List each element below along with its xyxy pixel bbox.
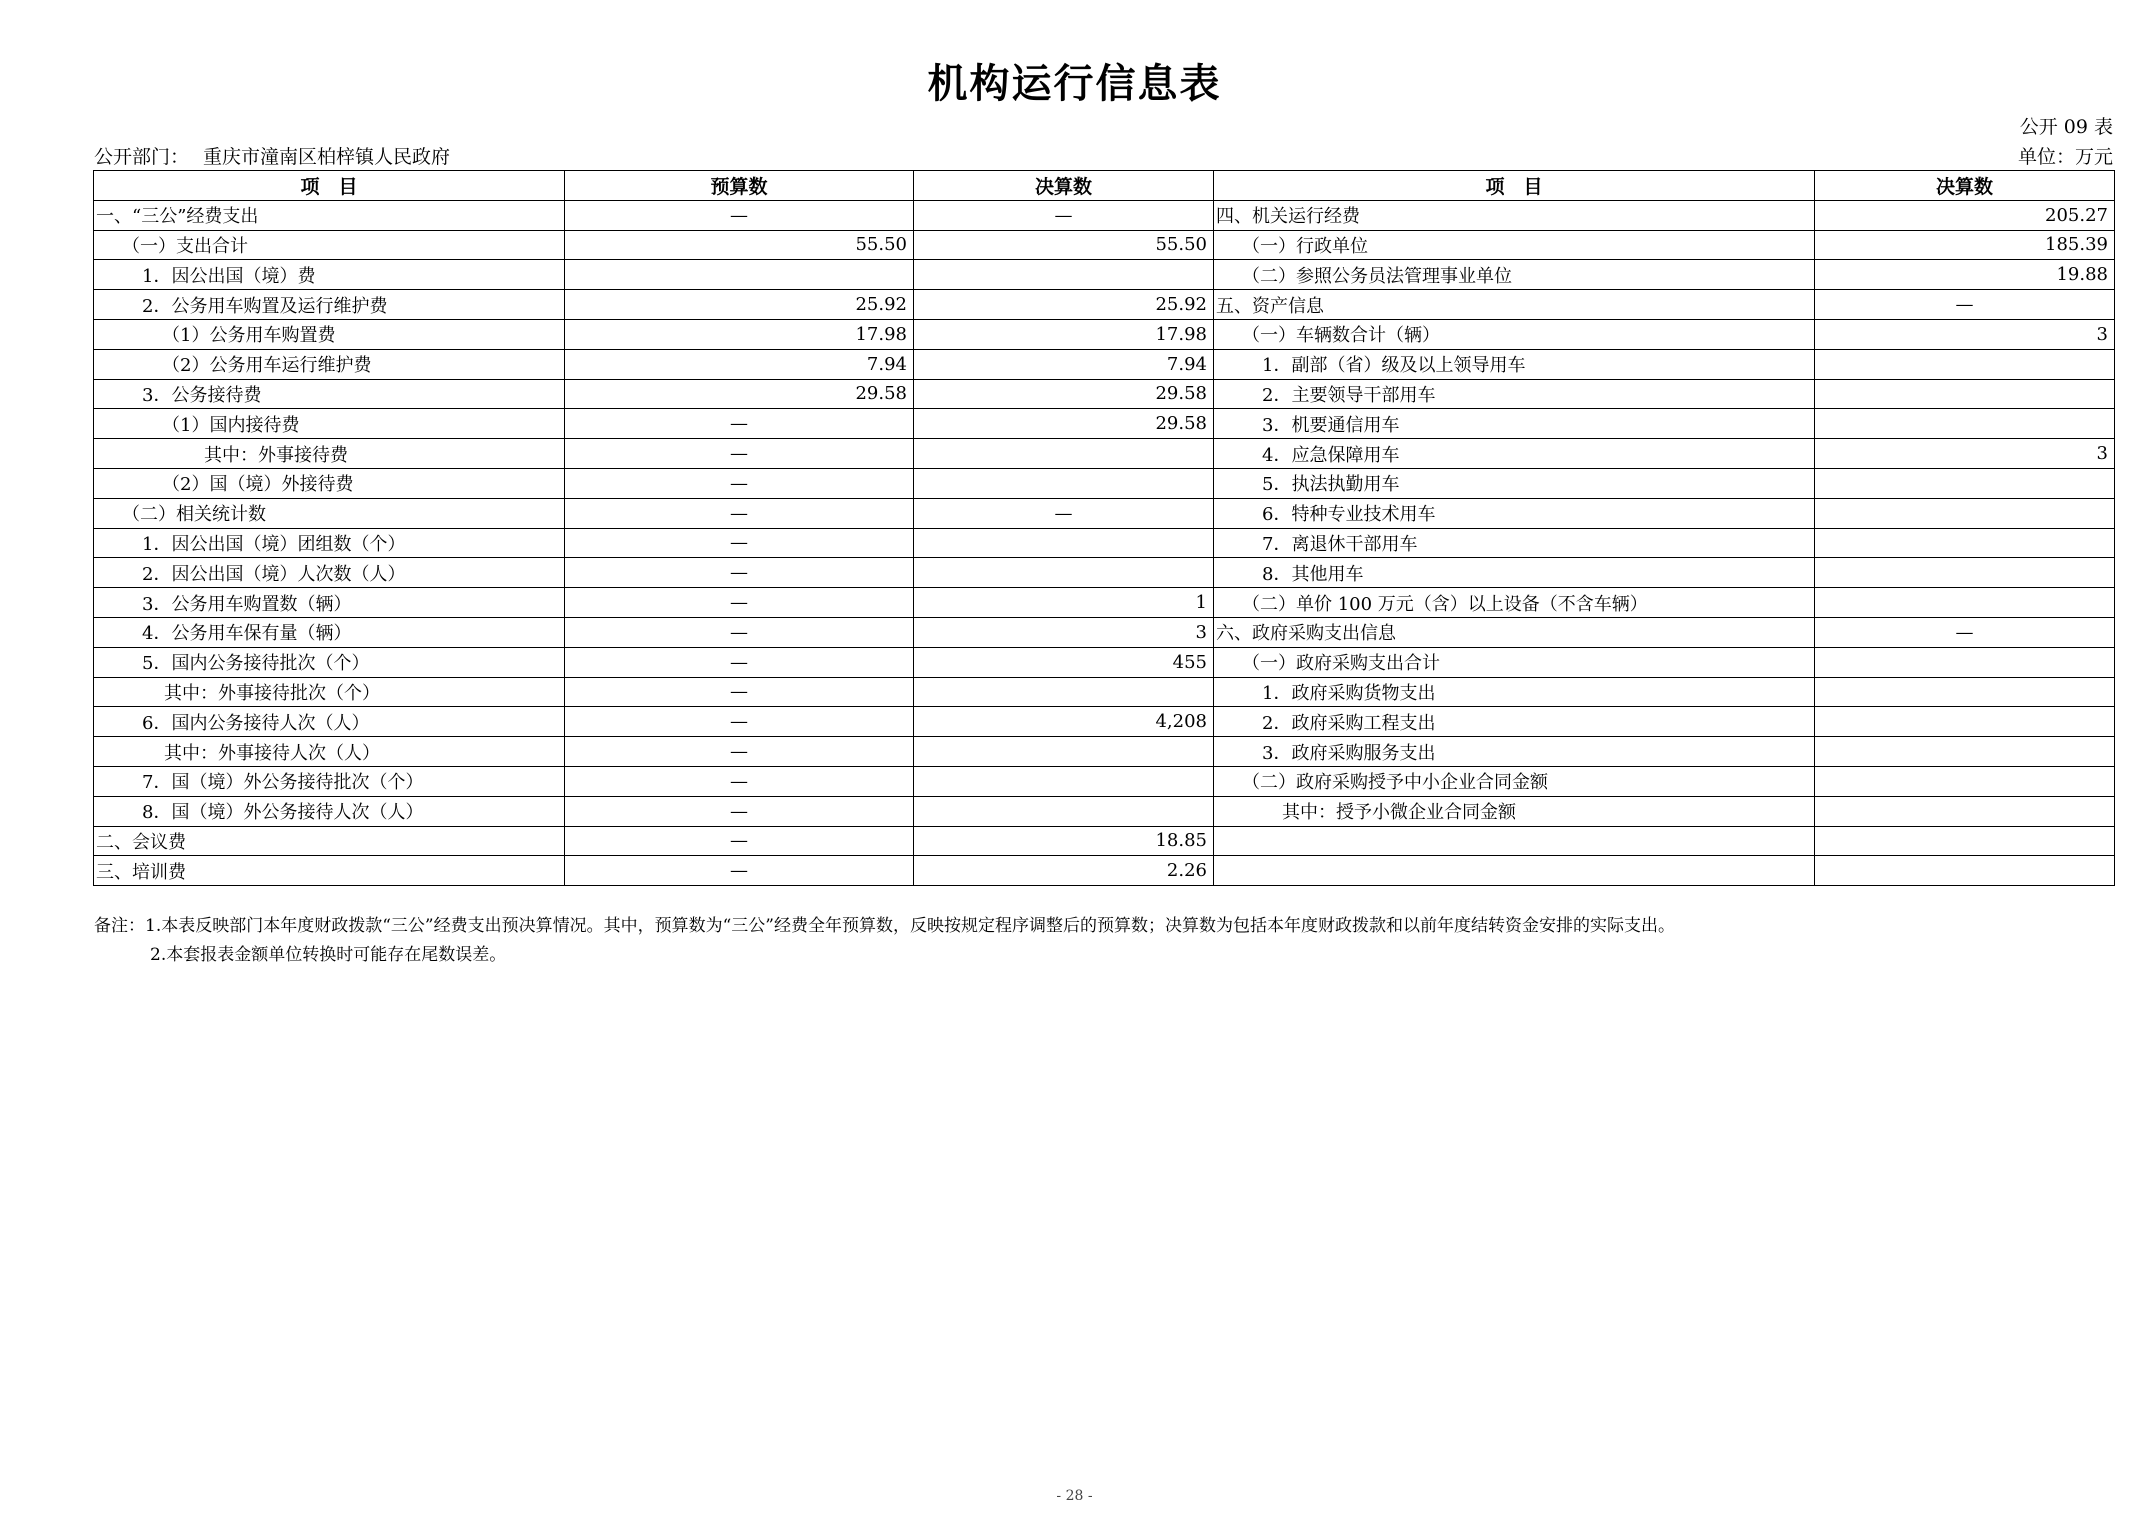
- final-left-cell: 2.26: [914, 856, 1214, 886]
- final-right-cell: [1815, 409, 2115, 439]
- table-row: [94, 647, 2115, 677]
- left-item-cell: 其中：外事接待批次（个）: [94, 677, 565, 707]
- budget-cell: 29.58: [565, 379, 914, 409]
- right-item-cell: 五、资产信息: [1214, 290, 1815, 320]
- left-item-cell: 5．国内公务接待批次（个）: [94, 647, 565, 677]
- final-left-cell: 29.58: [914, 409, 1214, 439]
- right-item-cell: 四、机关运行经费: [1214, 200, 1815, 230]
- final-right-cell: [1815, 737, 2115, 767]
- department-label: 公开部门：: [94, 146, 190, 168]
- table-body: [94, 200, 2115, 885]
- budget-cell: —: [565, 796, 914, 826]
- table-row: [94, 230, 2115, 260]
- note-2: 2.本套报表金额单位转换时可能存在尾数误差。: [150, 945, 507, 965]
- budget-cell: —: [565, 588, 914, 618]
- right-item-cell: （二）参照公务员法管理事业单位: [1214, 260, 1815, 290]
- left-item-cell: 2．因公出国（境）人次数（人）: [94, 558, 565, 588]
- final-left-cell: —: [914, 200, 1214, 230]
- left-item-cell: 2．公务用车购置及运行维护费: [94, 290, 565, 320]
- final-right-cell: [1815, 856, 2115, 886]
- table-row: [94, 737, 2115, 767]
- budget-cell: —: [565, 200, 914, 230]
- left-item-cell: （一）支出合计: [94, 230, 565, 260]
- final-right-cell: [1815, 766, 2115, 796]
- final-left-cell: [914, 439, 1214, 469]
- table-row: [94, 200, 2115, 230]
- final-right-cell: [1815, 647, 2115, 677]
- table-row: [94, 528, 2115, 558]
- final-right-cell: 19.88: [1815, 260, 2115, 290]
- right-item-cell: 1．政府采购货物支出: [1214, 677, 1815, 707]
- table-row: [94, 617, 2115, 647]
- final-left-cell: 55.50: [914, 230, 1214, 260]
- right-item-cell: 3．机要通信用车: [1214, 409, 1815, 439]
- final-right-cell: [1815, 558, 2115, 588]
- left-item-cell: 一、“三公”经费支出: [94, 200, 565, 230]
- budget-cell: —: [565, 856, 914, 886]
- left-item-cell: 7．国（境）外公务接待批次（个）: [94, 766, 565, 796]
- final-right-cell: [1815, 707, 2115, 737]
- table-row: [94, 349, 2115, 379]
- table-row: [94, 588, 2115, 618]
- budget-cell: —: [565, 766, 914, 796]
- right-item-cell: 2．主要领导干部用车: [1214, 379, 1815, 409]
- note-1: 备注：1.本表反映部门本年度财政拨款“三公”经费支出预决算情况。其中，预算数为“三公”经费全年预算数，反映按规定程序调整后的预算数；决算数为包括本年度财政拨款和以前年度结转资金安排的实际支出。: [94, 916, 1675, 936]
- table-row: [94, 766, 2115, 796]
- final-left-cell: 18.85: [914, 826, 1214, 856]
- final-right-cell: —: [1815, 617, 2115, 647]
- right-item-cell: 6．特种专业技术用车: [1214, 498, 1815, 528]
- table-row: [94, 290, 2115, 320]
- final-right-cell: 205.27: [1815, 200, 2115, 230]
- final-right-cell: [1815, 826, 2115, 856]
- right-item-cell: （一）车辆数合计（辆）: [1214, 319, 1815, 349]
- table-row: [94, 796, 2115, 826]
- budget-cell: —: [565, 737, 914, 767]
- right-item-cell: [1214, 856, 1815, 886]
- final-right-cell: 3: [1815, 319, 2115, 349]
- right-item-cell: 8．其他用车: [1214, 558, 1815, 588]
- final-left-cell: [914, 468, 1214, 498]
- right-item-cell: （二）政府采购授予中小企业合同金额: [1214, 766, 1815, 796]
- budget-cell: —: [565, 498, 914, 528]
- table-row: [94, 319, 2115, 349]
- budget-cell: —: [565, 707, 914, 737]
- right-item-cell: 3．政府采购服务支出: [1214, 737, 1815, 767]
- header-item-right: 项 目: [1214, 171, 1815, 201]
- budget-cell: —: [565, 647, 914, 677]
- page-title: 机构运行信息表: [927, 61, 1222, 107]
- budget-cell: 7.94: [565, 349, 914, 379]
- right-item-cell: 5．执法执勤用车: [1214, 468, 1815, 498]
- budget-cell: —: [565, 528, 914, 558]
- table-row: [94, 677, 2115, 707]
- final-left-cell: [914, 766, 1214, 796]
- final-right-cell: [1815, 468, 2115, 498]
- budget-cell: —: [565, 826, 914, 856]
- final-right-cell: [1815, 379, 2115, 409]
- final-right-cell: 3: [1815, 439, 2115, 469]
- left-item-cell: 1．因公出国（境）费: [94, 260, 565, 290]
- right-item-cell: （二）单价 100 万元（含）以上设备（不含车辆）: [1214, 588, 1815, 618]
- budget-cell: —: [565, 558, 914, 588]
- left-item-cell: 4．公务用车保有量（辆）: [94, 617, 565, 647]
- left-item-cell: 二、会议费: [94, 826, 565, 856]
- right-item-cell: 4．应急保障用车: [1214, 439, 1815, 469]
- final-right-cell: [1815, 349, 2115, 379]
- table-row: [94, 379, 2115, 409]
- header-final-left: 决算数: [914, 171, 1214, 201]
- final-left-cell: 7.94: [914, 349, 1214, 379]
- table-row: [94, 468, 2115, 498]
- budget-cell: —: [565, 468, 914, 498]
- final-right-cell: [1815, 528, 2115, 558]
- left-item-cell: 其中：外事接待人次（人）: [94, 737, 565, 767]
- final-left-cell: [914, 796, 1214, 826]
- final-left-cell: [914, 528, 1214, 558]
- header-item-left: 项 目: [94, 171, 565, 201]
- budget-cell: —: [565, 409, 914, 439]
- table-row: [94, 260, 2115, 290]
- budget-cell: 25.92: [565, 290, 914, 320]
- final-left-cell: 17.98: [914, 319, 1214, 349]
- table-row: [94, 439, 2115, 469]
- final-left-cell: —: [914, 498, 1214, 528]
- department-value: 重庆市潼南区柏梓镇人民政府: [203, 146, 451, 168]
- right-item-cell: （一）行政单位: [1214, 230, 1815, 260]
- left-item-cell: 8．国（境）外公务接待人次（人）: [94, 796, 565, 826]
- header-budget: 预算数: [565, 171, 914, 201]
- right-item-cell: 7．离退休干部用车: [1214, 528, 1815, 558]
- final-right-cell: —: [1815, 290, 2115, 320]
- final-left-cell: 455: [914, 647, 1214, 677]
- left-item-cell: 三、培训费: [94, 856, 565, 886]
- table-row: [94, 856, 2115, 886]
- budget-cell: 55.50: [565, 230, 914, 260]
- left-item-cell: （1）公务用车购置费: [94, 319, 565, 349]
- page-number: - 28 -: [1056, 1488, 1093, 1504]
- table-header-row: [94, 171, 2115, 201]
- final-right-cell: [1815, 588, 2115, 618]
- final-left-cell: 25.92: [914, 290, 1214, 320]
- left-item-cell: （2）公务用车运行维护费: [94, 349, 565, 379]
- final-right-cell: [1815, 796, 2115, 826]
- left-item-cell: 3．公务用车购置数（辆）: [94, 588, 565, 618]
- final-left-cell: 4,208: [914, 707, 1214, 737]
- left-item-cell: 6．国内公务接待人次（人）: [94, 707, 565, 737]
- final-left-cell: [914, 677, 1214, 707]
- form-code: 公开 09 表: [2019, 116, 2113, 138]
- final-left-cell: [914, 737, 1214, 767]
- budget-cell: —: [565, 439, 914, 469]
- table-row: [94, 826, 2115, 856]
- info-table: [93, 170, 2115, 886]
- final-left-cell: 1: [914, 588, 1214, 618]
- final-left-cell: 3: [914, 617, 1214, 647]
- left-item-cell: （2）国（境）外接待费: [94, 468, 565, 498]
- budget-cell: [565, 260, 914, 290]
- budget-cell: —: [565, 677, 914, 707]
- right-item-cell: 1．副部（省）级及以上领导用车: [1214, 349, 1815, 379]
- right-item-cell: 其中：授予小微企业合同金额: [1214, 796, 1815, 826]
- notes: [94, 912, 1675, 970]
- final-right-cell: 185.39: [1815, 230, 2115, 260]
- right-item-cell: 六、政府采购支出信息: [1214, 617, 1815, 647]
- left-item-cell: 其中：外事接待费: [94, 439, 565, 469]
- department-line: [94, 142, 450, 169]
- final-right-cell: [1815, 677, 2115, 707]
- final-left-cell: [914, 260, 1214, 290]
- unit-label: 单位：万元: [2017, 146, 2113, 168]
- final-left-cell: 29.58: [914, 379, 1214, 409]
- final-left-cell: [914, 558, 1214, 588]
- table-row: [94, 707, 2115, 737]
- header-final-right: 决算数: [1815, 171, 2115, 201]
- right-item-cell: （一）政府采购支出合计: [1214, 647, 1815, 677]
- right-item-cell: 2．政府采购工程支出: [1214, 707, 1815, 737]
- table-row: [94, 498, 2115, 528]
- budget-cell: —: [565, 617, 914, 647]
- final-right-cell: [1815, 498, 2115, 528]
- table-row: [94, 409, 2115, 439]
- left-item-cell: （1）国内接待费: [94, 409, 565, 439]
- right-item-cell: [1214, 826, 1815, 856]
- left-item-cell: 3．公务接待费: [94, 379, 565, 409]
- budget-cell: 17.98: [565, 319, 914, 349]
- left-item-cell: 1．因公出国（境）团组数（个）: [94, 528, 565, 558]
- left-item-cell: （二）相关统计数: [94, 498, 565, 528]
- table-row: [94, 558, 2115, 588]
